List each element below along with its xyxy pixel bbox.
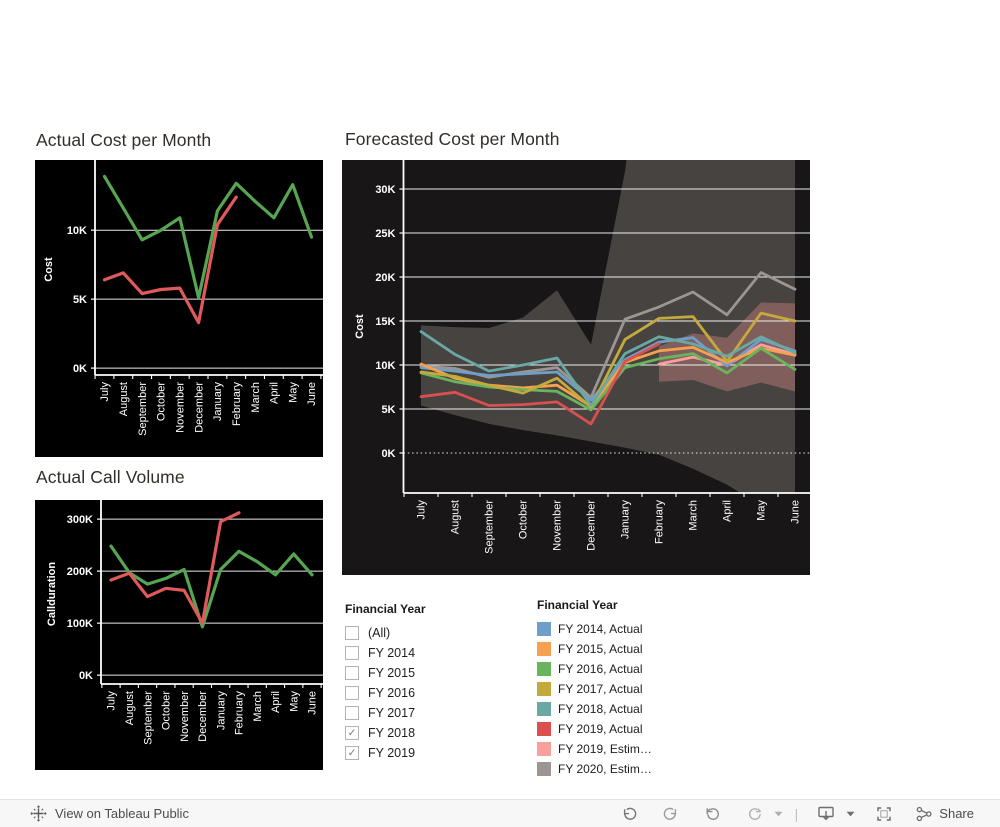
view-on-tableau-public-link[interactable] — [30, 805, 189, 822]
svg-text:Callduration: Callduration — [46, 561, 58, 627]
svg-text:5K: 5K — [72, 294, 87, 307]
call-volume-chart[interactable] — [35, 500, 323, 770]
svg-text:15K: 15K — [375, 315, 396, 328]
svg-text:October: October — [517, 500, 530, 540]
svg-text:March: March — [249, 382, 262, 413]
legend-item-fy2016[interactable]: FY 2016, Actual — [537, 659, 707, 679]
svg-text:December: December — [585, 500, 598, 551]
filter-option-fy2014[interactable]: FY 2014 — [345, 643, 495, 663]
svg-text:May: May — [288, 691, 301, 712]
checkbox-fy2016[interactable] — [345, 686, 359, 700]
svg-text:5K: 5K — [381, 403, 396, 416]
svg-text:June: June — [306, 382, 319, 406]
svg-text:Cost: Cost — [354, 314, 366, 339]
download-button[interactable] — [804, 800, 838, 827]
svg-text:30K: 30K — [375, 183, 396, 196]
filter-title: Financial Year — [345, 602, 426, 616]
svg-text:June: June — [789, 500, 802, 524]
refresh-menu-caret[interactable] — [768, 800, 789, 827]
svg-text:March: March — [687, 500, 700, 531]
undo-button[interactable] — [608, 800, 650, 827]
legend-swatch-fy2019-estimate[interactable] — [537, 742, 551, 756]
fullscreen-icon — [875, 805, 893, 823]
refresh-icon — [746, 805, 764, 823]
svg-text:September: September — [483, 500, 496, 554]
legend-item-fy2019[interactable]: FY 2019, Actual — [537, 719, 707, 739]
checkbox-fy2019[interactable]: ✓ — [345, 746, 359, 760]
legend-swatch-fy2017[interactable] — [537, 682, 551, 696]
filter-option-fy2018[interactable]: ✓ FY 2018 — [345, 723, 495, 743]
checkbox-fy2014[interactable] — [345, 646, 359, 660]
svg-text:June: June — [306, 691, 319, 715]
checkbox-all[interactable] — [345, 626, 359, 640]
svg-text:10K: 10K — [375, 359, 396, 372]
svg-text:20K: 20K — [375, 271, 396, 284]
forecasted-cost-chart[interactable] — [342, 160, 810, 575]
svg-text:October: October — [160, 691, 173, 731]
share-label: Share — [939, 806, 974, 821]
svg-text:December: December — [193, 382, 206, 433]
redo-button[interactable] — [650, 800, 692, 827]
svg-text:February: February — [653, 500, 666, 545]
svg-text:September: September — [136, 382, 149, 436]
svg-text:January: January — [215, 691, 228, 731]
svg-text:January: January — [619, 500, 632, 540]
svg-text:August: August — [118, 382, 131, 417]
svg-text:10K: 10K — [66, 225, 87, 238]
download-display-icon — [816, 804, 836, 823]
revert-button[interactable] — [692, 800, 734, 827]
legend-item-fy2019-estimate[interactable]: FY 2019, Estim… — [537, 739, 707, 759]
download-menu-caret[interactable] — [838, 800, 863, 827]
svg-text:Cost: Cost — [43, 257, 55, 282]
svg-text:April: April — [270, 691, 283, 714]
svg-text:0K: 0K — [381, 447, 396, 460]
filter-option-fy2017[interactable]: FY 2017 — [345, 703, 495, 723]
legend-swatch-fy2015[interactable] — [537, 642, 551, 656]
svg-text:July: July — [415, 500, 428, 520]
svg-text:November: November — [174, 382, 187, 433]
svg-text:March: March — [251, 691, 264, 722]
legend-swatch-fy2016[interactable] — [537, 662, 551, 676]
checkbox-fy2017[interactable] — [345, 706, 359, 720]
legend-item-fy2020-estimate[interactable]: FY 2020, Estim… — [537, 759, 707, 779]
svg-text:May: May — [287, 382, 300, 403]
svg-text:May: May — [755, 500, 768, 521]
legend-item-fy2017[interactable]: FY 2017, Actual — [537, 679, 707, 699]
toolbar-actions — [608, 800, 986, 827]
checkbox-fy2018[interactable]: ✓ — [345, 726, 359, 740]
fullscreen-button[interactable] — [863, 800, 905, 827]
financial-year-filter — [345, 602, 495, 763]
svg-text:0K: 0K — [72, 362, 87, 375]
share-button[interactable] — [905, 800, 986, 827]
svg-text:December: December — [197, 691, 210, 742]
svg-text:July: July — [105, 691, 118, 711]
svg-text:0K: 0K — [78, 670, 93, 683]
redo-icon — [662, 805, 680, 823]
chart-title-forecasted-cost: Forecasted Cost per Month — [345, 129, 560, 149]
refresh-button[interactable] — [734, 800, 768, 827]
tableau-toolbar — [0, 799, 1000, 827]
filter-option-fy2019[interactable]: ✓ FY 2019 — [345, 743, 495, 763]
legend-item-fy2015[interactable]: FY 2015, Actual — [537, 639, 707, 659]
caret-down-icon — [846, 811, 855, 817]
svg-text:January: January — [212, 382, 225, 422]
toolbar-separator: | — [794, 805, 799, 822]
caret-down-icon — [774, 811, 783, 817]
svg-text:300K: 300K — [66, 513, 93, 526]
svg-text:October: October — [155, 382, 168, 422]
legend-title: Financial Year — [537, 598, 618, 612]
tableau-logo-icon — [30, 805, 47, 822]
svg-text:August: August — [449, 500, 462, 535]
svg-text:April: April — [268, 382, 281, 405]
svg-text:100K: 100K — [66, 617, 93, 630]
legend-swatch-fy2014[interactable] — [537, 622, 551, 636]
legend-item-fy2014[interactable]: FY 2014, Actual — [537, 619, 707, 639]
legend-swatch-fy2018[interactable] — [537, 702, 551, 716]
svg-text:25K: 25K — [375, 227, 396, 240]
financial-year-legend — [537, 598, 707, 779]
filter-option-all[interactable]: (All) — [345, 623, 495, 643]
svg-text:July: July — [99, 382, 112, 402]
view-on-tableau-public-label: View on Tableau Public — [55, 806, 189, 821]
svg-text:200K: 200K — [66, 565, 93, 578]
undo-icon — [620, 805, 638, 823]
legend-swatch-fy2019[interactable] — [537, 722, 551, 736]
filter-option-fy2016[interactable]: FY 2016 — [345, 683, 495, 703]
checkbox-fy2015[interactable] — [345, 666, 359, 680]
chart-title-call-volume: Actual Call Volume — [36, 467, 185, 487]
revert-icon — [704, 805, 722, 823]
svg-text:April: April — [721, 500, 734, 523]
filter-option-fy2015[interactable]: FY 2015 — [345, 663, 495, 683]
share-icon — [915, 805, 933, 823]
legend-item-fy2018[interactable]: FY 2018, Actual — [537, 699, 707, 719]
svg-text:August: August — [124, 691, 137, 726]
svg-text:September: September — [142, 691, 155, 745]
legend-swatch-fy2020-estimate[interactable] — [537, 762, 551, 776]
svg-text:February: February — [233, 691, 246, 736]
svg-text:February: February — [230, 382, 243, 427]
chart-title-actual-cost: Actual Cost per Month — [36, 130, 212, 150]
svg-text:November: November — [551, 500, 564, 551]
svg-text:November: November — [178, 691, 191, 742]
actual-cost-chart[interactable] — [35, 160, 323, 457]
